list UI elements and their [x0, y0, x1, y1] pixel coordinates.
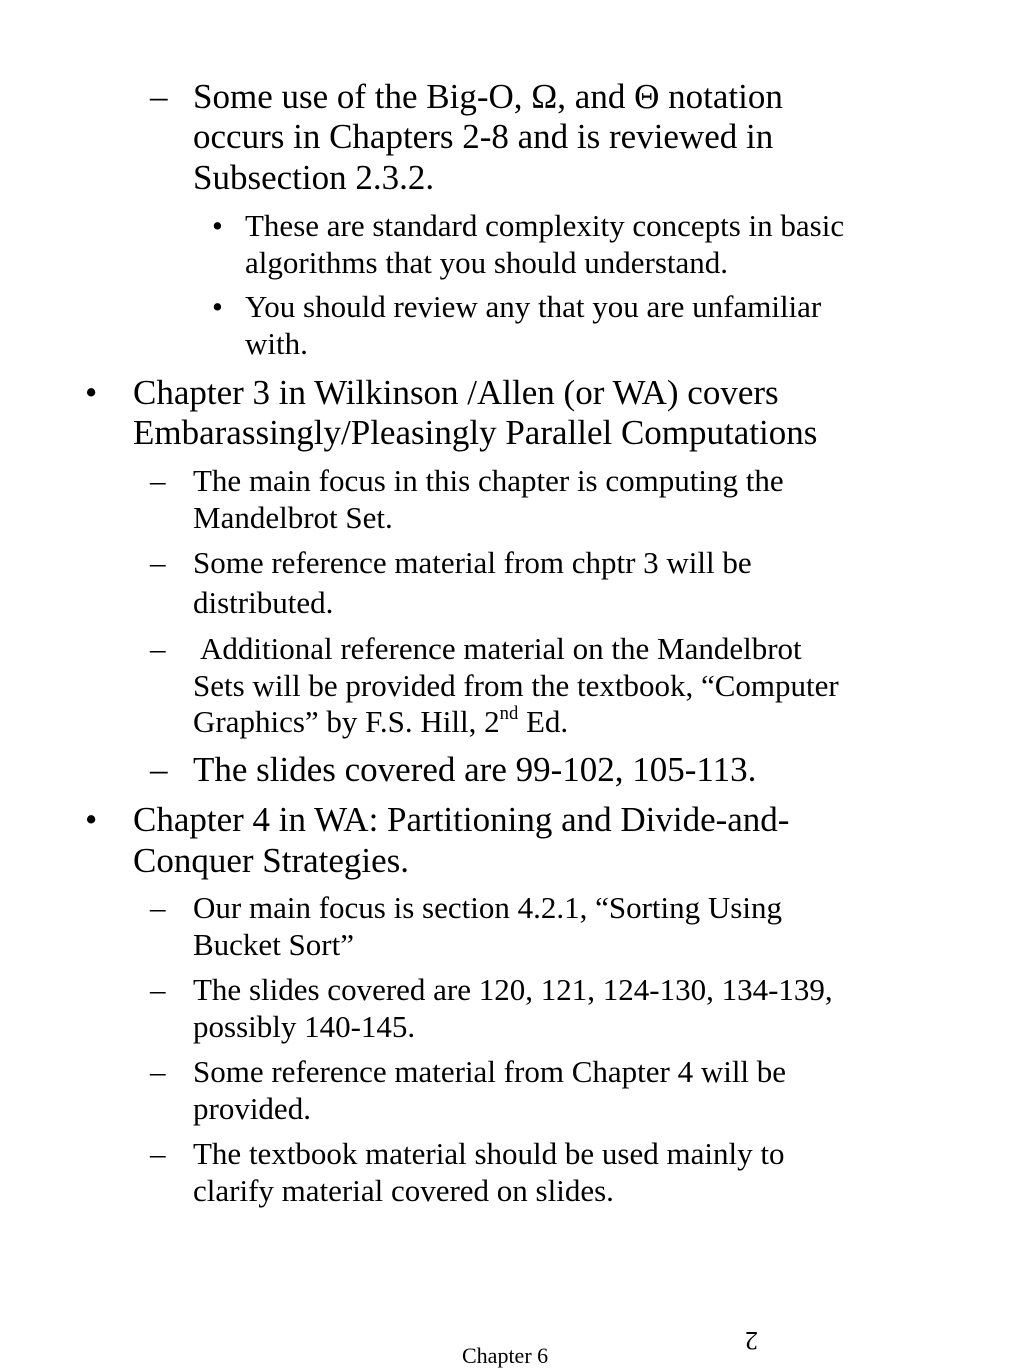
dash-marker: –: [150, 1054, 166, 1089]
dash-marker: –: [150, 463, 166, 498]
item-3-line-0: Chapter 3 in Wilkinson /Allen (or WA) covers: [133, 373, 779, 412]
item-5-line-1: distributed.: [193, 585, 334, 620]
item-2-line-0: You should review any that you are unfamiliar: [245, 289, 822, 324]
page-number: 2: [745, 1326, 758, 1355]
item-5-line-0: Some reference material from chptr 3 will be: [193, 545, 752, 580]
item-12-line-1: clarify material covered on slides.: [193, 1173, 614, 1208]
item-6-line-0: Additional reference material on the Mandelbrot: [200, 631, 802, 666]
item-4-line-1: Mandelbrot Set.: [193, 500, 393, 535]
item-4-line-0: The main focus in this chapter is computing the: [193, 463, 784, 498]
item-2-line-1: with.: [245, 326, 308, 361]
item-11-line-0: Some reference material from Chapter 4 will be: [193, 1054, 787, 1089]
item-1-line-0: These are standard complexity concepts in basic: [245, 208, 845, 243]
item-0-line-0: Some use of the Big-O, Ω, and Θ notation: [193, 77, 783, 116]
dash-marker: –: [150, 972, 166, 1007]
dash-marker: –: [150, 77, 168, 116]
item-6-line-1: Sets will be provided from the textbook, “Computer: [193, 668, 839, 703]
bullet-marker: •: [85, 800, 98, 839]
item-10-line-0: The slides covered are 120, 121, 124-130, 134-139,: [193, 972, 833, 1007]
dash-marker: –: [150, 750, 168, 789]
item-10-line-1: possibly 140-145.: [193, 1009, 416, 1044]
item-0-line-2: Subsection 2.3.2.: [193, 158, 435, 197]
bullet-marker: •: [212, 208, 223, 243]
item-0-line-1: occurs in Chapters 2-8 and is reviewed in: [193, 117, 774, 156]
item-8-line-1: Conquer Strategies.: [133, 841, 410, 880]
item-8-line-0: Chapter 4 in WA: Partitioning and Divide-and-: [133, 800, 790, 839]
item-1-line-1: algorithms that you should understand.: [245, 245, 729, 280]
item-6-line-2: [193, 702, 569, 739]
dash-marker: –: [150, 890, 166, 925]
footer-chapter-label: Chapter 6: [462, 1343, 549, 1368]
item-9-line-1: Bucket Sort”: [193, 927, 354, 962]
item-11-line-1: provided.: [193, 1091, 311, 1126]
item-6-line-2-text: Graphics” by F.S. Hill, 2: [193, 704, 500, 739]
item-3-line-1: Embarassingly/Pleasingly Parallel Computations: [133, 413, 818, 452]
bullet-marker: •: [212, 289, 223, 324]
dash-marker: –: [150, 545, 166, 580]
item-12-line-0: The textbook material should be used mainly to: [193, 1136, 785, 1171]
bullet-marker: •: [85, 373, 98, 412]
item-7-line-0: The slides covered are 99-102, 105-113.: [193, 750, 757, 789]
ordinal-superscript: nd: [499, 702, 519, 724]
dash-marker: –: [150, 1136, 166, 1171]
dash-marker: –: [150, 631, 166, 666]
item-6-line-2-tail: Ed.: [518, 704, 569, 739]
item-9-line-0: Our main focus is section 4.2.1, “Sorting Using: [193, 890, 782, 925]
